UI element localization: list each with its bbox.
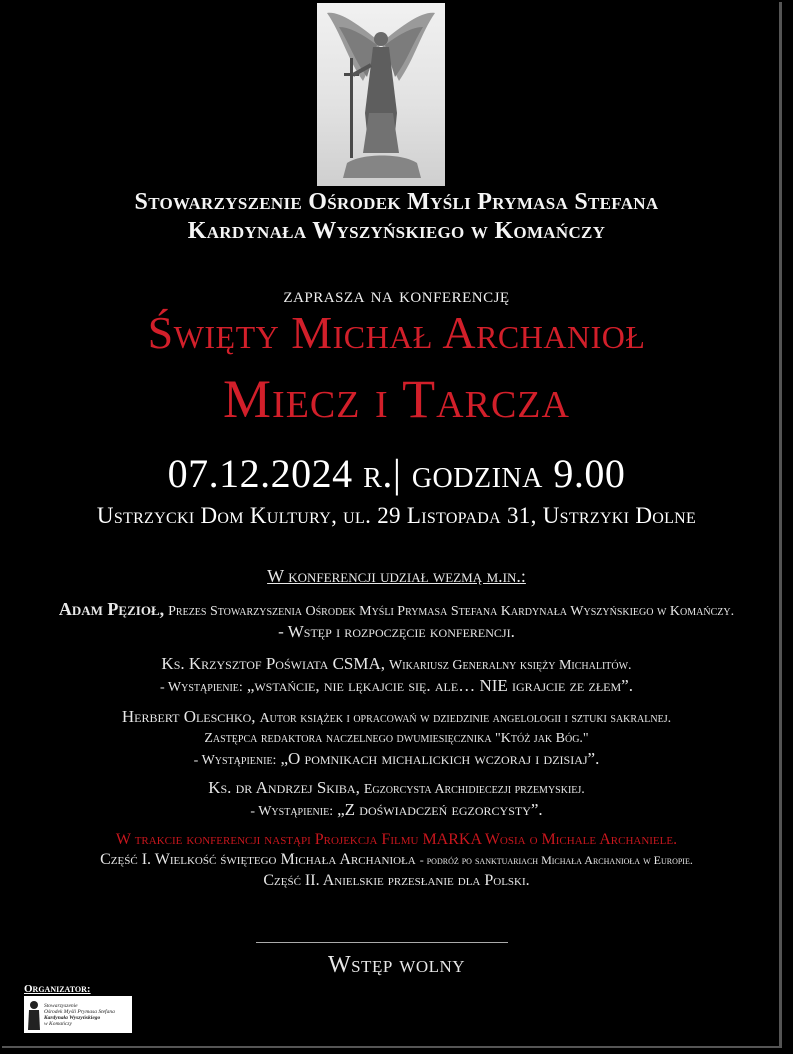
participant-role-2: Zastępca redaktora naczelnego dwumiesięcznika "Któż jak Bóg." xyxy=(204,731,589,746)
film-part-1-title: Wielkość świętego Michała Archanioła xyxy=(154,851,416,868)
participant-name: Ks. Krzysztof Poświata CSMA, xyxy=(161,654,386,673)
organization-title xyxy=(0,188,793,246)
film-part-2-title: Anielskie przesłanie dla Polski. xyxy=(322,872,530,889)
talk-prefix: - Wystąpienie: xyxy=(250,804,334,819)
participant-talk: „wstańcie, nie lękajcie się. ale… NIE igrajcie ze złem”. xyxy=(246,676,633,695)
participant-3 xyxy=(0,707,793,771)
film-announcement: W trakcie konferencji nastąpi Projekcja Filmu MARKA Wosia o Michale Archaniele. xyxy=(115,831,678,848)
participant-role: Prezes Stowarzyszenia Ośrodek Myśli Prymasa Stefana Kardynała Wyszyńskiego w Komańczy. xyxy=(168,604,735,619)
organization-title-line2: Kardynała Wyszyńskiego w Komańczy xyxy=(187,218,606,244)
organization-title-line1: Stowarzyszenie Ośrodek Myśli Prymasa Stefana xyxy=(134,189,659,215)
film-part-2-label: Część II. xyxy=(263,872,320,889)
talk-prefix: - Wystąpienie: xyxy=(193,753,277,768)
participant-name: Ks. dr Andrzej Skiba, xyxy=(208,778,360,797)
participant-1 xyxy=(0,599,793,642)
event-datetime: 07.12.2024 r.| godzina 9.00 xyxy=(167,451,626,496)
participant-name: Herbert Oleschko, xyxy=(121,707,256,726)
divider xyxy=(256,942,508,943)
participant-talk: „O pomnikach michalickich wczoraj i dzisiaj”. xyxy=(280,749,600,768)
participant-talk: - Wstęp i rozpoczęcie konferencji. xyxy=(278,622,515,641)
participants-heading: W konferencji udział wezmą m.in.: xyxy=(267,566,526,586)
film-part-2 xyxy=(0,872,793,890)
participant-2 xyxy=(0,654,793,698)
primate-silhouette-icon xyxy=(27,1000,41,1030)
participant-talk: „Z doświadczeń egzorcysty”. xyxy=(337,800,543,819)
film-part-1-desc: - podróż po sanktuariach Michała Archanioła w Europie. xyxy=(419,853,693,867)
archangel-statue-image xyxy=(317,3,445,186)
participant-role: Egzorcysta Archidiecezji przemyskiej. xyxy=(363,782,585,797)
archangel-icon xyxy=(317,3,445,186)
invite-text: zaprasza na konferencję xyxy=(283,283,510,307)
conference-title-line1: Święty Michał Archanioł xyxy=(147,307,646,358)
film-part-1-label: Część I. xyxy=(100,851,152,868)
organizer-logo xyxy=(24,996,132,1033)
event-venue: Ustrzycki Dom Kultury, ul. 29 Listopada 31, Ustrzyki Dolne xyxy=(96,503,697,528)
participant-name: Adam Pęzioł, xyxy=(58,599,165,619)
participant-4 xyxy=(0,778,793,822)
film-part-1 xyxy=(0,851,793,869)
participant-role: Wikariusz Generalny księży Michalitów. xyxy=(389,658,632,673)
admission-text: Wstęp wolny xyxy=(327,952,466,978)
organizer-label: Organizator: xyxy=(24,983,91,995)
organizer-logo-text: Stowarzyszenie Ośrodek Myśli Prymasa Stefana Kardynała Wyszyńskiego w Komańczy xyxy=(44,1002,115,1027)
conference-title-line2: Miecz i Tarcza xyxy=(223,369,570,429)
participant-role: Autor książek i opracowań w dziedzinie angelologii i sztuki sakralnej. xyxy=(259,711,672,726)
talk-prefix: - Wystąpienie: xyxy=(160,680,243,695)
